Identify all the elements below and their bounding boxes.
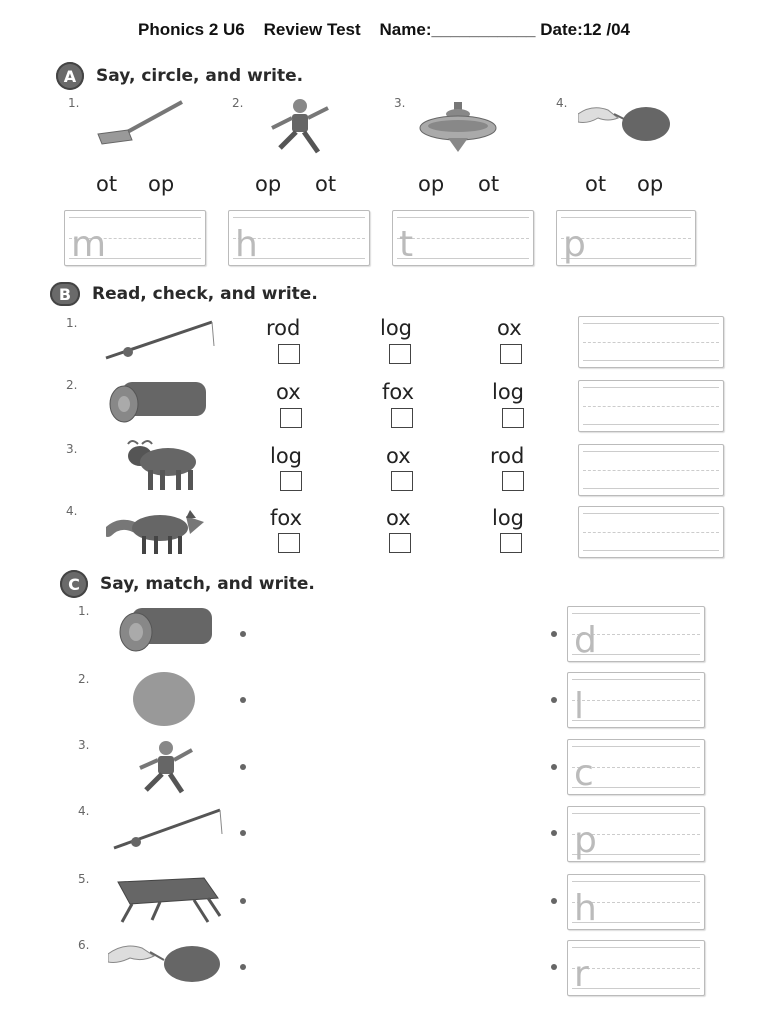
checkbox[interactable] [389,533,411,553]
b-word: log [492,380,525,404]
a-option-word[interactable]: ot [96,172,118,196]
match-dot-right[interactable] [551,830,557,836]
a-item-number: 3. [394,96,406,110]
log-icon [106,378,210,428]
b-word: ox [386,444,411,468]
cot-icon [108,872,224,930]
a-writing-box[interactable] [228,210,370,266]
mop-icon [90,98,190,148]
b-word: rod [490,444,525,468]
fishing-rod-icon [98,316,218,366]
c-item-number: 4. [78,804,90,818]
a-item-number: 2. [232,96,244,110]
c-item-number: 3. [78,738,90,752]
b-item-number: 2. [66,378,78,392]
running-boy-icon [262,96,342,156]
b-item-number: 3. [66,442,78,456]
b-item-number: 4. [66,504,78,518]
trace-letter: d [574,620,597,661]
b-word: log [270,444,303,468]
c-item-number: 1. [78,604,90,618]
c-item-number: 5. [78,872,90,886]
trace-letter: t [399,224,414,265]
b-word: fox [382,380,415,404]
section-c-title: Say, match, and write. [100,574,315,594]
match-dot-left[interactable] [240,830,246,836]
page-header: Phonics 2 U6 Review Test Name:___________ Date:12 /04 [137,20,630,39]
b-word: ox [386,506,411,530]
b-writing-box[interactable] [578,380,724,432]
a-option-word[interactable]: ot [585,172,607,196]
match-dot-right[interactable] [551,964,557,970]
checkbox[interactable] [500,533,522,553]
ox-icon [122,438,202,494]
a-item-number: 4. [556,96,568,110]
match-dot-right[interactable] [551,764,557,770]
log-icon [116,604,216,656]
b-writing-box[interactable] [578,444,724,496]
checkbox[interactable] [280,408,302,428]
c-writing-box[interactable] [567,940,705,996]
trace-letter: h [235,224,258,265]
match-dot-right[interactable] [551,631,557,637]
c-writing-box[interactable] [567,739,705,795]
a-option-word[interactable]: op [255,172,282,196]
a-option-word[interactable]: op [418,172,445,196]
a-item-number: 1. [68,96,80,110]
b-writing-box[interactable] [578,506,724,558]
b-word: ox [276,380,301,404]
section-b-badge: B [50,282,80,306]
c-item-number: 6. [78,938,90,952]
b-word: log [380,316,413,340]
checkbox[interactable] [391,408,413,428]
trace-letter: c [574,753,594,794]
fishing-rod-icon [108,806,224,856]
checkbox[interactable] [502,471,524,491]
match-dot-left[interactable] [240,631,246,637]
a-option-word[interactable]: ot [315,172,337,196]
section-b-title: Read, check, and write. [92,284,318,304]
section-c-badge: C [60,570,88,598]
a-writing-box[interactable] [392,210,534,266]
b-word: ox [497,316,522,340]
hand-pot-icon [578,100,674,144]
a-option-word[interactable]: op [637,172,664,196]
match-dot-right[interactable] [551,898,557,904]
c-item-number: 2. [78,672,90,686]
b-writing-box[interactable] [578,316,724,368]
b-word: fox [270,506,303,530]
running-boy-icon [132,738,202,796]
trace-letter: p [563,224,586,265]
section-a-badge: A [56,62,84,90]
match-dot-left[interactable] [240,964,246,970]
a-writing-box[interactable] [64,210,206,266]
match-dot-left[interactable] [240,898,246,904]
c-writing-box[interactable] [567,606,705,662]
trace-letter: l [574,686,585,727]
section-a-title: Say, circle, and write. [96,66,304,86]
a-writing-box[interactable] [556,210,696,266]
match-dot-left[interactable] [240,697,246,703]
match-dot-left[interactable] [240,764,246,770]
trace-letter: h [574,888,597,929]
a-option-word[interactable]: op [148,172,175,196]
spinning-top-icon [418,100,498,154]
checkbox[interactable] [389,344,411,364]
trace-letter: m [71,224,107,265]
checkbox[interactable] [500,344,522,364]
hand-pot-icon [108,938,224,988]
checkbox[interactable] [278,344,300,364]
c-writing-box[interactable] [567,806,705,862]
match-dot-right[interactable] [551,697,557,703]
checkbox[interactable] [278,533,300,553]
b-word: rod [266,316,301,340]
fox-icon [106,502,210,556]
trace-letter: p [574,820,597,861]
checkbox[interactable] [280,471,302,491]
c-writing-box[interactable] [567,874,705,930]
trace-letter: r [574,954,589,995]
checkbox[interactable] [391,471,413,491]
b-item-number: 1. [66,316,78,330]
b-word: log [492,506,525,530]
checkbox[interactable] [502,408,524,428]
dot-icon [132,670,198,728]
a-option-word[interactable]: ot [478,172,500,196]
c-writing-box[interactable] [567,672,705,728]
